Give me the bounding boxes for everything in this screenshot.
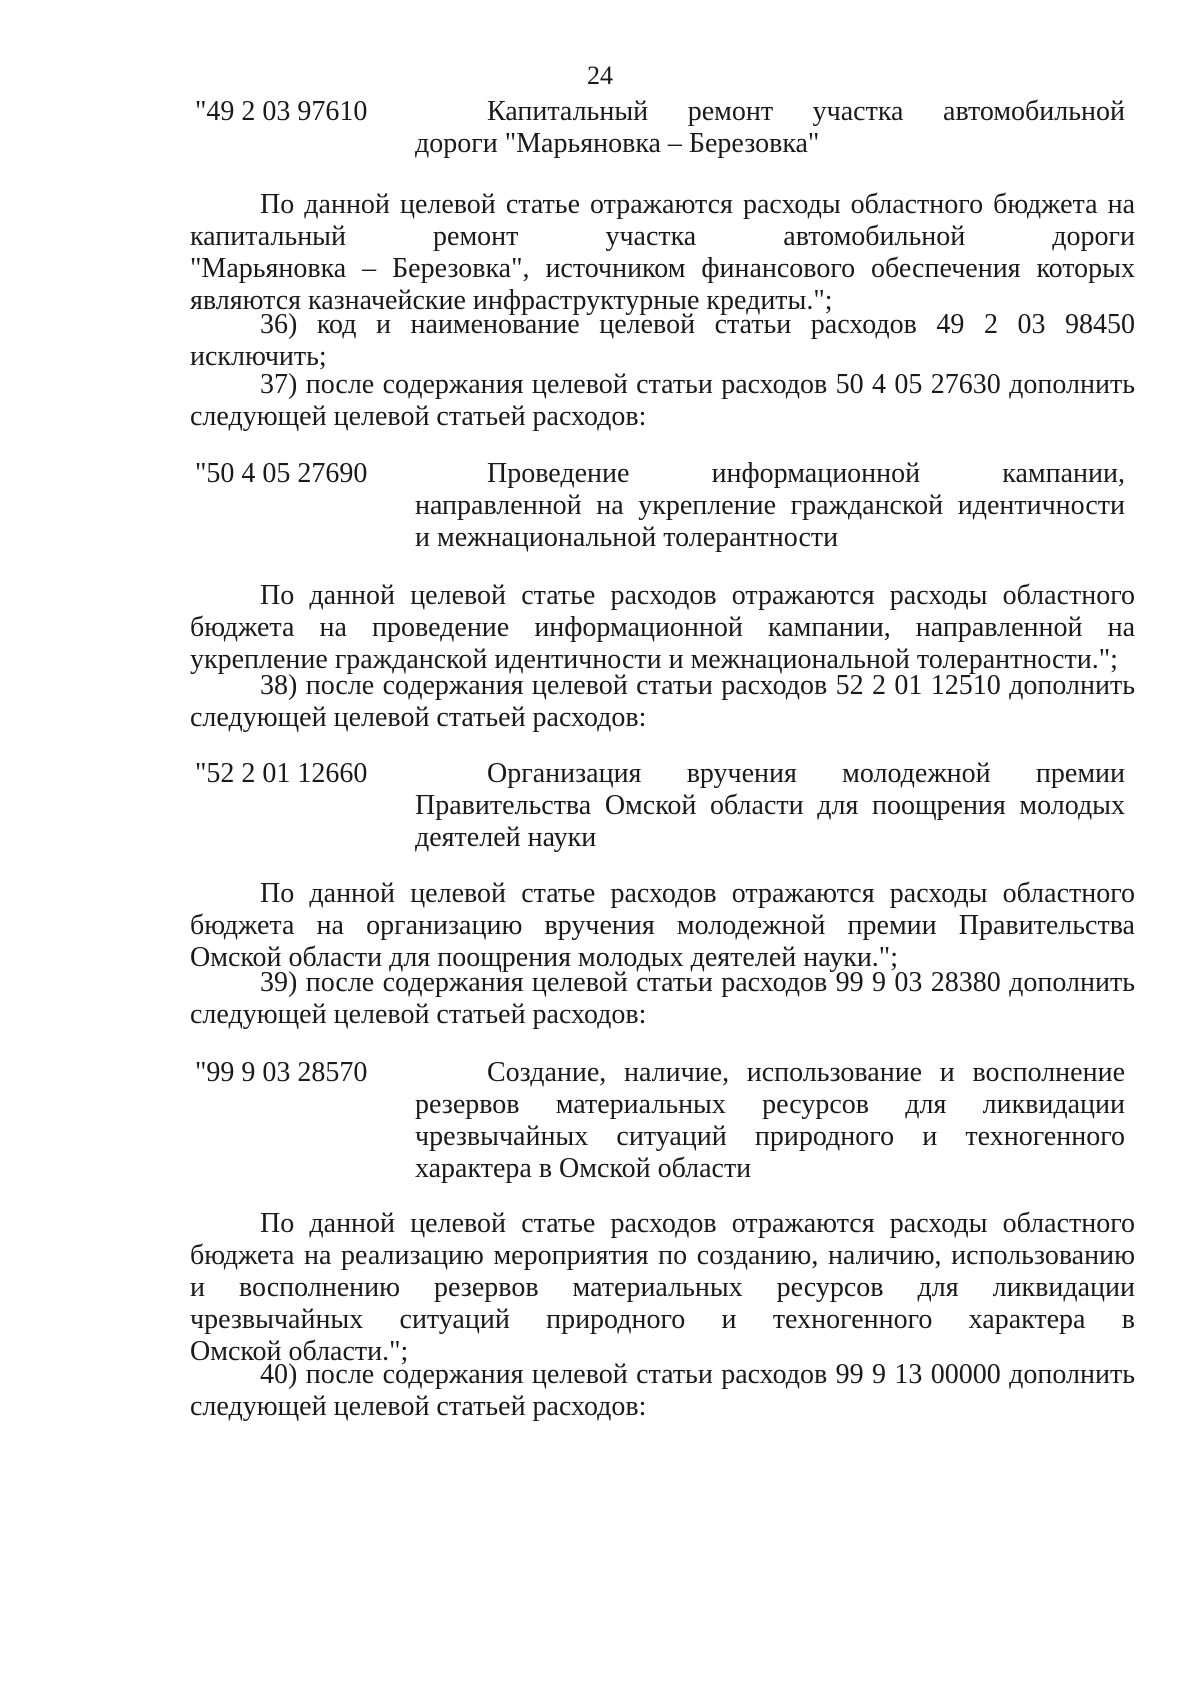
text-line: следующей целевой статьей расходов: (190, 999, 647, 1030)
entry-code: "99 9 03 28570 (195, 1057, 368, 1088)
entry-name (415, 758, 1125, 854)
entry-name-line: деятелей науки (415, 822, 597, 853)
text-line: следующей целевой статьей расходов: (190, 702, 647, 733)
entry-name (415, 96, 1125, 160)
entry-name (415, 458, 1125, 554)
text-line: являются казначейские инфраструктурные кредиты."; (190, 285, 833, 316)
text-line: По данной целевой статье расходов отражаются расходы областного (260, 1208, 1135, 1239)
entry-code: "49 2 03 97610 (195, 96, 368, 127)
text-line: 37) после содержания целевой статьи расходов 50 4 05 27630 дополнить (260, 369, 1135, 400)
text-line: 39) после содержания целевой статьи расходов 99 9 03 28380 дополнить (260, 967, 1135, 998)
text-line: По данной целевой статье отражаются расходы областного бюджета на (260, 189, 1135, 220)
paragraph (190, 1208, 1135, 1368)
text-line: чрезвычайных ситуаций природного и техногенного характера в (190, 1304, 1135, 1335)
text-line: 40) после содержания целевой статьи расходов 99 9 13 00000 дополнить (260, 1359, 1135, 1390)
entry-name-line: Создание, наличие, использование и восполнение (487, 1057, 1125, 1088)
text-line: следующей целевой статьей расходов: (190, 1391, 647, 1422)
text-line: бюджета на реализацию мероприятия по созданию, наличию, использованию (190, 1240, 1135, 1271)
paragraph (190, 309, 1135, 373)
entry-code: "52 2 01 12660 (195, 758, 368, 789)
text-line: и восполнению резервов материальных ресурсов для ликвидации (190, 1272, 1135, 1303)
page-number: 24 (587, 61, 613, 90)
entry-name (415, 1057, 1125, 1185)
paragraph (190, 580, 1135, 676)
paragraph (190, 670, 1135, 734)
text-line: По данной целевой статье расходов отражаются расходы областного (260, 580, 1135, 611)
text-line: Омской области для поощрения молодых деятелей науки."; (190, 942, 899, 973)
entry-name-line: дороги "Марьяновка – Березовка" (415, 128, 820, 159)
paragraph (190, 369, 1135, 433)
entry-name-line: направленной на укрепление гражданской идентичности (415, 490, 1125, 521)
paragraph (190, 967, 1135, 1031)
paragraph (190, 1359, 1135, 1423)
entry-code: "50 4 05 27690 (195, 458, 368, 489)
text-line: 38) после содержания целевой статьи расходов 52 2 01 12510 дополнить (260, 670, 1135, 701)
entry-name-line: Капитальный ремонт участка автомобильной (487, 96, 1125, 127)
text-line: бюджета на организацию вручения молодежной премии Правительства (190, 910, 1135, 941)
entry-name-line: чрезвычайных ситуаций природного и техногенного (415, 1121, 1125, 1152)
entry-name-line: Правительства Омской области для поощрения молодых (415, 790, 1125, 821)
text-line: капитальный ремонт участка автомобильной дороги (190, 221, 1135, 252)
text-line: "Марьяновка – Березовка", источником финансового обеспечения которых (190, 253, 1135, 284)
entry-name-line: Организация вручения молодежной премии (487, 758, 1125, 789)
paragraph (190, 878, 1135, 974)
paragraph (190, 189, 1135, 317)
text-line: исключить; (190, 341, 327, 372)
entry-name-line: Проведение информационной кампании, (487, 458, 1125, 489)
text-line: следующей целевой статьей расходов: (190, 401, 647, 432)
entry-name-line: характера в Омской области (415, 1153, 752, 1184)
text-line: укрепление гражданской идентичности и межнациональной толерантности."; (190, 644, 1118, 675)
text-line: 36) код и наименование целевой статьи расходов 49 2 03 98450 (260, 309, 1135, 340)
entry-name-line: резервов материальных ресурсов для ликвидации (415, 1089, 1125, 1120)
entry-name-line: и межнациональной толерантности (415, 522, 839, 553)
text-line: По данной целевой статье расходов отражаются расходы областного (260, 878, 1135, 909)
text-line: Омской области."; (190, 1336, 409, 1367)
text-line: бюджета на проведение информационной кампании, направленной на (190, 612, 1135, 643)
